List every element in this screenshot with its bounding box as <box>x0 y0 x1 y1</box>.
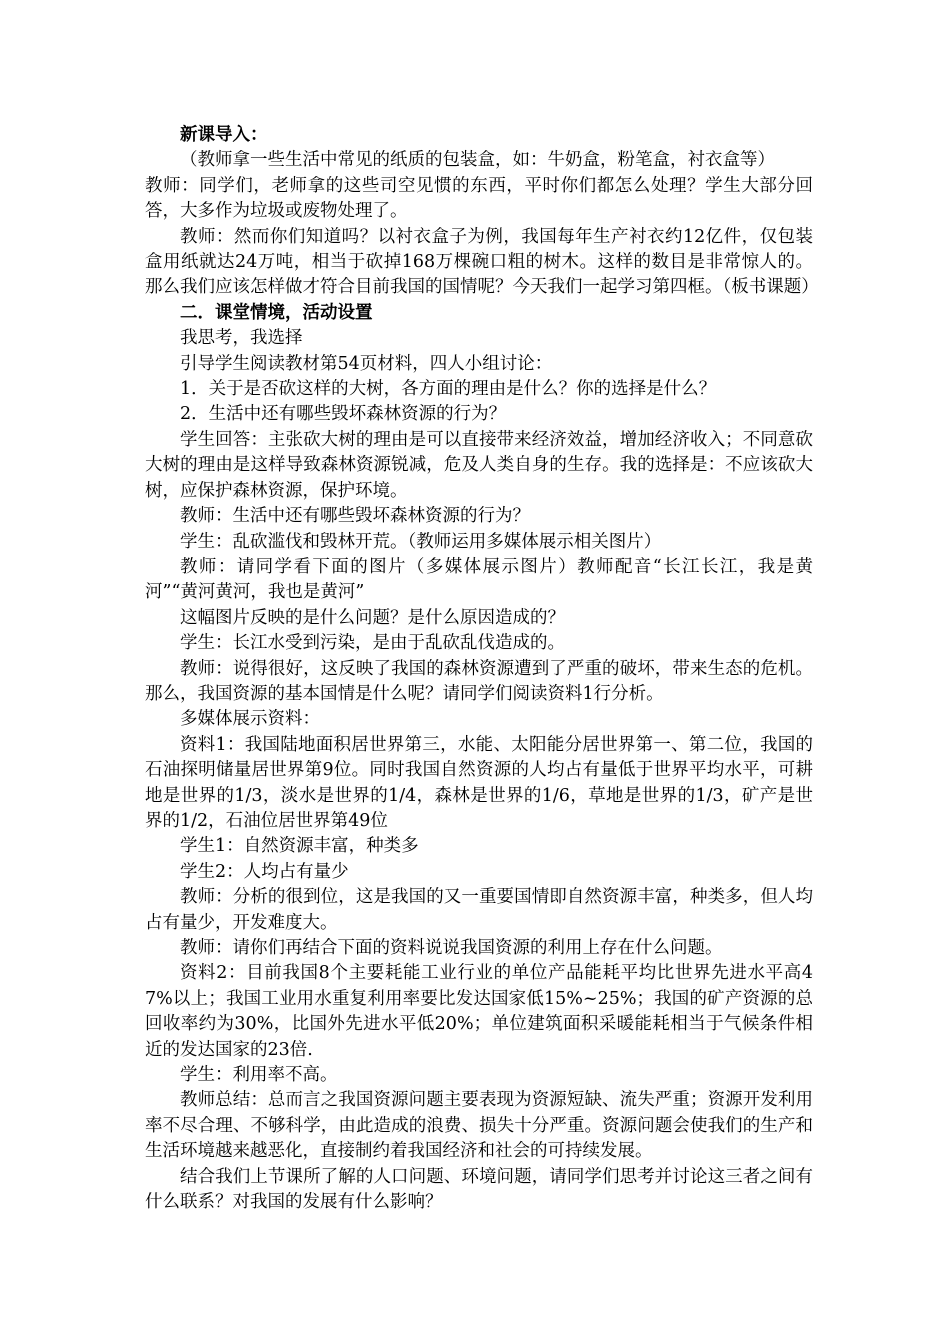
paragraph: 学生2：人均占有量少 <box>180 861 349 882</box>
document-body <box>145 123 819 1215</box>
paragraph: 2．生活中还有哪些毁坏森林资源的行为？ <box>180 404 507 425</box>
paragraph: 新课导入： <box>180 125 268 145</box>
paragraph: 学生：利用率不高。 <box>180 1065 338 1086</box>
paragraph: 教师：生活中还有哪些毁坏森林资源的行为？ <box>180 506 530 527</box>
paragraph: 多媒体展示资料： <box>180 709 320 730</box>
paragraph: 教师：同学们，老师拿的这些司空见惯的东西，平时你们都怎么处理？学生大部分回答，大多作为垃圾或废物处理了。 <box>145 175 813 222</box>
paragraph: 这幅图片反映的是什么问题？是什么原因造成的？ <box>180 607 565 628</box>
paragraph: 我思考，我选择 <box>180 328 303 349</box>
paragraph: 学生1：自然资源丰富，种类多 <box>180 836 419 857</box>
paragraph: 结合我们上节课所了解的人口问题、环境问题，请同学们思考并讨论这三者之间有什么联系？对我国的发展有什么影响？ <box>145 1166 813 1213</box>
paragraph: 学生：长江水受到污染，是由于乱砍乱伐造成的。 <box>180 633 565 654</box>
paragraph: （教师拿一些生活中常见的纸质的包装盒，如：牛奶盒，粉笔盒，衬衣盒等） <box>180 150 775 171</box>
paragraph: 教师：请你们再结合下面的资料说说我国资源的利用上存在什么问题。 <box>180 938 723 958</box>
paragraph: 学生：乱砍滥伐和毁林开荒。（教师运用多媒体展示相关图片） <box>180 531 662 552</box>
paragraph: 教师：请同学看下面的图片（多媒体展示图片）教师配音“长江长江，我是黄河”“黄河黄河，我也是黄河” <box>145 556 813 603</box>
paragraph: 教师：然而你们知道吗？以衬衣盒子为例，我国每年生产衬衣约12亿件，仅包装盒用纸就达24万吨，相当于砍掉168万棵碗口粗的树木。这样的数目是非常惊人的。那么我们应该怎样做才符合目前我国的国情呢？今天我们一起学习第四框。（板书课题） <box>145 226 819 298</box>
paragraph: 资料1：我国陆地面积居世界第三，水能、太阳能分居世界第一、第二位，我国的石油探明储量居世界第9位。同时我国自然资源的人均占有量低于世界平均水平，可耕地是世界的1/3，淡水是世界的1/4，森林是世界的1/6，草地是世界的1/3，矿产是世界的1/2，石油位居世界第49位 <box>145 734 813 831</box>
paragraph: 学生回答：主张砍大树的理由是可以直接带来经济效益，增加经济收入；不同意砍大树的理由是这样导致森林资源锐减，危及人类自身的生存。我的选择是：不应该砍大树，应保护森林资源，保护环境。 <box>145 429 813 501</box>
paragraph: 教师：分析的很到位，这是我国的又一重要国情即自然资源丰富，种类多，但人均占有量少，开发难度大。 <box>145 887 813 933</box>
paragraph: 教师：说得很好，这反映了我国的森林资源遭到了严重的破坏，带来生态的危机。那么，我国资源的基本国情是什么呢？请同学们阅读资料1行分析。 <box>145 658 813 704</box>
paragraph: 二．课堂情境，活动设置 <box>180 302 373 323</box>
paragraph: 资料2：目前我国8个主要耗能工业行业的单位产品能耗平均比世界先进水平高47%以上；我国工业用水重复利用率要比发达国家低15%~25%；我国的矿产资源的总回收率约为30%，比国外先进水平低20%；单位建筑面积采暖能耗相当于气候条件相近的发达国家的23倍. <box>145 963 813 1060</box>
paragraph: 教师总结：总而言之我国资源问题主要表现为资源短缺、流失严重；资源开发利用率不尽合理、不够科学，由此造成的浪费、损失十分严重。资源问题会使我们的生产和生活环境越来越恶化，直接制约着我国经济和社会的可持续发展。 <box>145 1090 813 1162</box>
paragraph: 1．关于是否砍这样的大树，各方面的理由是什么？你的选择是什么？ <box>180 379 717 400</box>
paragraph: 引导学生阅读教材第54页材料，四人小组讨论： <box>180 353 553 374</box>
